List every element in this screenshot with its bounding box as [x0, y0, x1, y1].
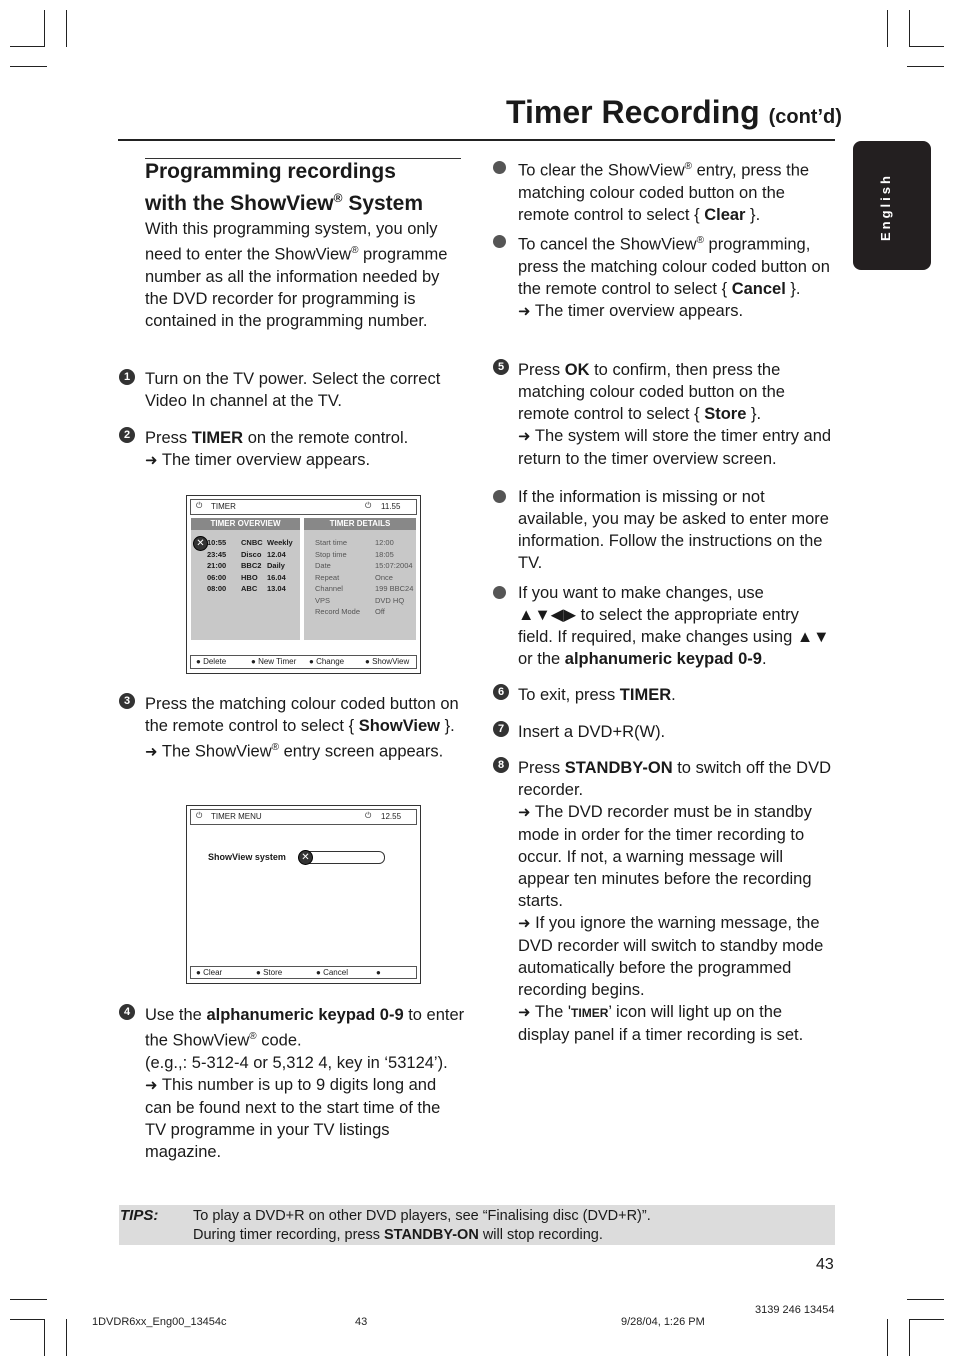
- crop-mark: [10, 46, 45, 47]
- step-number: 1: [119, 369, 135, 385]
- footer-page: 43: [355, 1316, 368, 1328]
- selector-icon: ✕: [193, 536, 208, 551]
- bullet: [493, 586, 506, 599]
- timer-menu-screen: [186, 805, 421, 984]
- screen-title-bar: [190, 499, 417, 515]
- step-8: Press STANDBY-ON to switch off the DVD recorder. ➜ The DVD recorder must be in standby mode in order for the timer recording to occur. If not, a warning message will appear ten minutes before the recording starts. ➜ If you ignore the warning message, the DVD recorder will switch to standby mode automatically before the programmed recording begins. ➜ The 'TIMER’ icon will light up on the display panel if a timer recording is set.: [518, 759, 831, 1044]
- crop-mark: [907, 66, 944, 67]
- crop-mark: [10, 1299, 47, 1300]
- bullet: [493, 490, 506, 503]
- selector-icon: ✕: [298, 850, 313, 865]
- intro-paragraph: With this programming system, you only need to enter the ShowView® programme number as all the information needed by the DVD recorder for programming is contained in the programming number.: [145, 220, 448, 330]
- step-number: 4: [119, 1004, 135, 1020]
- section-title: Programming recordings with the ShowView® System: [145, 160, 424, 215]
- overview-head: TIMER OVERVIEW: [191, 518, 300, 530]
- crop-mark: [887, 10, 888, 47]
- step-number: 2: [119, 427, 135, 443]
- crop-mark: [44, 1319, 45, 1356]
- step-number: 5: [493, 359, 509, 375]
- screen-button-bar: [190, 655, 417, 669]
- tips-text: To play a DVD+R on other DVD players, see “Finalising disc (DVD+R)”. During timer recording, press STANDBY-ON will stop recording.: [193, 1208, 651, 1243]
- crop-mark: [44, 10, 45, 47]
- crop-mark: [10, 66, 47, 67]
- store-button: ● Store: [256, 968, 283, 977]
- crop-mark: [909, 46, 944, 47]
- overview-times: 10:55 23:45 21:00 06:00 08:00: [207, 538, 227, 593]
- overview-channels: CNBC Disco BBC2 HBO ABC: [241, 538, 263, 593]
- title-suffix: (cont’d): [768, 106, 842, 128]
- screen-title-bar: [190, 809, 417, 825]
- screen-title: TIMER MENU: [211, 812, 262, 821]
- showview-button: ● ShowView: [365, 657, 410, 666]
- language-tab: [853, 141, 931, 270]
- clear-entry-note: To clear the ShowView® entry, press the matching colour coded button on the remote control to select { Clear }.: [518, 161, 810, 224]
- crop-mark: [909, 1319, 910, 1356]
- change-button: ● Change: [309, 657, 345, 666]
- step-6: To exit, press TIMER.: [518, 686, 676, 704]
- clock-icon: ⏻: [365, 501, 372, 510]
- details-labels: Start time Stop time Date Repeat Channel VPS Record Mode: [315, 538, 361, 616]
- screen-time: 12.55: [381, 812, 402, 821]
- details-panel: [304, 518, 416, 640]
- step-number: 6: [493, 684, 509, 700]
- button-dot: ●: [376, 968, 381, 977]
- crop-mark: [66, 10, 67, 47]
- footer-code: 3139 246 13454: [755, 1304, 835, 1316]
- overview-repeat: Weekly 12.04 Daily 16.04 13.04: [267, 538, 293, 593]
- tips-box: [119, 1205, 835, 1245]
- screen-time: 11.55: [381, 502, 401, 511]
- title-rule: [118, 139, 835, 141]
- cancel-button: ● Cancel: [316, 968, 348, 977]
- footer-file: 1DVDR6xx_Eng00_13454c: [92, 1316, 227, 1328]
- changes-note: If you want to make changes, use ▲▼◀▶ to select the appropriate entry field. If required, make changes using ▲▼ or the alphanumeric keypad 0-9.: [518, 584, 830, 668]
- step-5: Press OK to confirm, then press the matching colour coded button on the remote control to select { Store }. ➜ The system will store the timer entry and return to the timer overview screen.: [518, 361, 832, 468]
- crop-mark: [909, 10, 910, 47]
- bullet: [493, 161, 506, 174]
- screen-button-bar: [190, 966, 417, 979]
- clock-icon: ⏻: [196, 501, 203, 510]
- timer-overview-screen: [186, 495, 421, 674]
- page-title: Timer Recording (cont’d): [506, 94, 842, 130]
- details-head: TIMER DETAILS: [304, 518, 416, 530]
- screen-title: TIMER: [211, 502, 236, 511]
- step-number: 7: [493, 721, 509, 737]
- crop-mark: [66, 1319, 67, 1356]
- step-1: Turn on the TV power. Select the correct Video In channel at the TV.: [145, 370, 441, 410]
- delete-button: ● Delete: [196, 657, 227, 666]
- tips-label: TIPS:: [120, 1207, 159, 1224]
- overview-panel: [191, 518, 300, 640]
- missing-info-note: If the information is missing or not available, you may be asked to enter more information. Follow the instructions on the TV.: [518, 488, 829, 572]
- language-label: English: [878, 173, 893, 241]
- crop-mark: [10, 1319, 45, 1320]
- new-timer-button: ● New Timer: [251, 657, 297, 666]
- bullet: [493, 235, 506, 248]
- step-2: Press TIMER on the remote control. ➜ The timer overview appears.: [145, 429, 409, 469]
- footer-date: 9/28/04, 1:26 PM: [621, 1316, 705, 1328]
- clock-icon: ⏻: [196, 811, 203, 820]
- crop-mark: [907, 1299, 944, 1300]
- details-values: 12:00 18:05 15:07:2004 Once 199 BBC24 DVD HQ Off: [375, 538, 414, 616]
- step-number: 3: [119, 693, 135, 709]
- crop-mark: [909, 1319, 944, 1320]
- step-3: Press the matching colour coded button on the remote control to select { ShowView }. ➜ The ShowView® entry screen appears.: [145, 695, 459, 761]
- clock-icon: ⏻: [365, 811, 372, 820]
- cancel-note: To cancel the ShowView® programming, press the matching colour coded button on the remote control to select { Cancel }. ➜ The timer overview appears.: [518, 235, 830, 320]
- step-number: 8: [493, 757, 509, 773]
- page-number: 43: [816, 1256, 834, 1273]
- step-4: Use the alphanumeric keypad 0-9 to enter the ShowView® code. (e.g.,: 5-312-4 or 5,312 4, key in ‘53124’). ➜ This number is up to 9 digits long and can be found next to the start time of the TV programme in your TV listings magazine.: [145, 1006, 465, 1161]
- showview-label: ShowView system: [208, 852, 286, 862]
- step-7: Insert a DVD+R(W).: [518, 723, 666, 741]
- crop-mark: [887, 1319, 888, 1356]
- clear-button: ● Clear: [196, 968, 223, 977]
